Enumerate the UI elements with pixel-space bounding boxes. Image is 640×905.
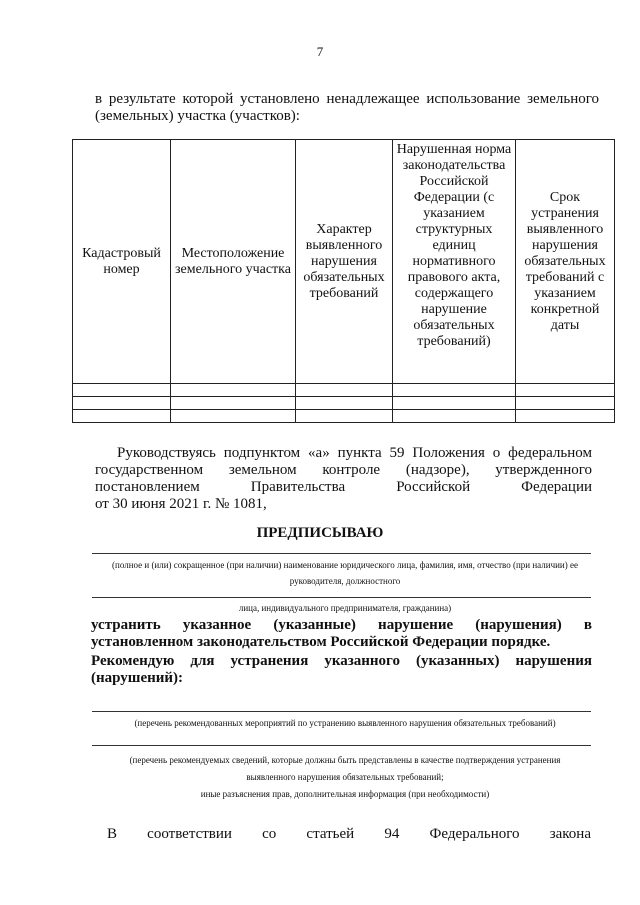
table-cell bbox=[393, 384, 516, 397]
addressee-line bbox=[92, 553, 591, 554]
legal-basis-line: от 30 июня 2021 г. № 1081, bbox=[95, 496, 267, 512]
intro-paragraph: в результате которой установлено ненадлежащее использование земельного (земельных) участка (участков): bbox=[95, 91, 599, 124]
evidence-line bbox=[92, 745, 591, 746]
header-location: Местоположение земельного участка bbox=[171, 140, 296, 384]
evidence-caption: иные разъяснения прав, дополнительная информация (при необходимости) bbox=[200, 789, 490, 799]
table-row bbox=[73, 384, 615, 397]
table-cell bbox=[296, 410, 393, 423]
prescribe-heading: ПРЕДПИСЫВАЮ bbox=[256, 525, 384, 541]
table-cell bbox=[171, 384, 296, 397]
recommend-line: Рекомендую для устранения указанного (указанных) нарушения bbox=[91, 653, 592, 669]
table-cell bbox=[516, 397, 615, 410]
table-cell bbox=[73, 410, 171, 423]
header-violated-norm: Нарушенная норма законодательства Российской Федерации (с указанием структурных единиц нормативного правового акта, содержащего нарушение обязательных требований) bbox=[393, 140, 516, 384]
table-cell bbox=[296, 397, 393, 410]
measures-caption: (перечень рекомендованных мероприятий по устранению выявленного нарушения обязательных требований) bbox=[134, 718, 556, 728]
table-cell bbox=[73, 397, 171, 410]
table-cell bbox=[171, 397, 296, 410]
legal-basis-line: постановлением Правительства Российской Федерации bbox=[95, 479, 592, 495]
order-paragraph bbox=[91, 617, 592, 651]
recommend-line: (нарушений): bbox=[91, 670, 184, 686]
table-cell bbox=[393, 410, 516, 423]
table-cell bbox=[171, 410, 296, 423]
evidence-caption: выявленного нарушения обязательных требований; bbox=[246, 772, 444, 782]
closing-line: В соответствии со статьей 94 Федерального закона bbox=[107, 826, 591, 842]
order-line: установленном законодательством Российской Федерации порядке. bbox=[91, 634, 551, 650]
legal-basis-line: Руководствуясь подпунктом «а» пункта 59 Положения о федеральном bbox=[117, 445, 592, 461]
order-line: устранить указанное (указанные) нарушение (нарушения) в bbox=[91, 617, 592, 633]
recommend-paragraph bbox=[91, 653, 592, 687]
table-cell bbox=[516, 384, 615, 397]
addressee-caption: (полное и (или) сокращенное (при наличии) наименование юридического лица, фамилия, имя, отчество (при наличии) ее bbox=[112, 560, 578, 570]
addressee-line bbox=[92, 597, 591, 598]
table-cell bbox=[296, 384, 393, 397]
addressee-caption: руководителя, должностного bbox=[289, 576, 401, 586]
page-number: 7 bbox=[316, 44, 324, 59]
table-row bbox=[73, 410, 615, 423]
legal-basis-line: государственном земельном контроле (надзоре), утвержденного bbox=[95, 462, 592, 478]
table-row bbox=[73, 397, 615, 410]
header-violation-nature: Характер выявленного нарушения обязательных требований bbox=[296, 140, 393, 384]
evidence-caption: (перечень рекомендуемых сведений, которые должны быть представлены в качестве подтверждения устранения bbox=[129, 755, 561, 765]
table-cell bbox=[73, 384, 171, 397]
violations-table bbox=[72, 139, 615, 423]
header-deadline: Срок устранения выявленного нарушения обязательных требований с указанием конкретной даты bbox=[516, 140, 615, 384]
addressee-caption: лица, индивидуального предпринимателя, гражданина) bbox=[238, 603, 452, 613]
table-cell bbox=[393, 397, 516, 410]
table-header-row bbox=[73, 140, 615, 384]
table-cell bbox=[516, 410, 615, 423]
legal-basis-paragraph bbox=[95, 445, 592, 513]
measures-line bbox=[92, 711, 591, 712]
header-cadastral-number: Кадастровый номер bbox=[73, 140, 171, 384]
